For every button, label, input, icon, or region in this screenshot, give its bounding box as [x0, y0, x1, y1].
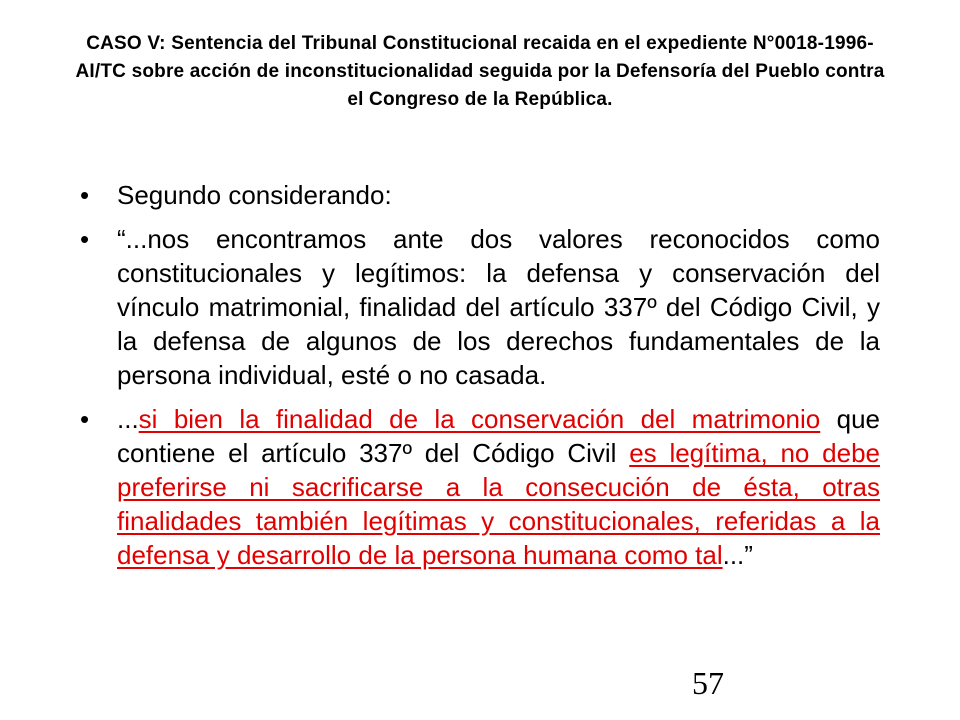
bullet-item-highlighted-quote [80, 402, 880, 572]
bullet-text: Segundo considerando: [117, 180, 392, 210]
bullet-item-quote [80, 222, 880, 392]
bullet-dot-icon: • [80, 180, 90, 210]
page-number: 57 [692, 665, 724, 701]
highlighted-quote-text: si bien la finalidad de la conservación del matrimonio [138, 404, 821, 434]
bullet-item-segundo-considerando [80, 178, 880, 212]
quote-text-end: ...” [722, 540, 753, 570]
quote-text-lead: ... [117, 404, 139, 434]
slide-title: CASO V: Sentencia del Tribunal Constitucional recaida en el expediente N°0018-1996-AI/TC sobre acción de inconstitucionalidad seguida por la Defensoría del Pueblo contra el Congreso de la República. [75, 33, 885, 110]
bullet-dot-icon: • [80, 224, 90, 254]
bullet-list [80, 178, 880, 574]
bullet-dot-icon: • [80, 404, 90, 434]
highlighted-quote-text: es legítima, no debe preferirse ni sacrificarse a la consecución de ésta, otras finalidades también legítimas y constitucionales, referidas a la defensa y desarrollo de la persona humana como tal [117, 438, 880, 570]
quote-text: que contiene el artículo 337º del Código Civil [117, 404, 880, 468]
bullet-text: “...nos encontramos ante dos valores reconocidos como constitucionales y legítimos: la defensa y conservación del vínculo matrimonial, finalidad del artículo 337º del Código Civil, y la defensa de algunos de los derechos fundamentales de la persona individual, esté o no casada. [117, 224, 880, 390]
